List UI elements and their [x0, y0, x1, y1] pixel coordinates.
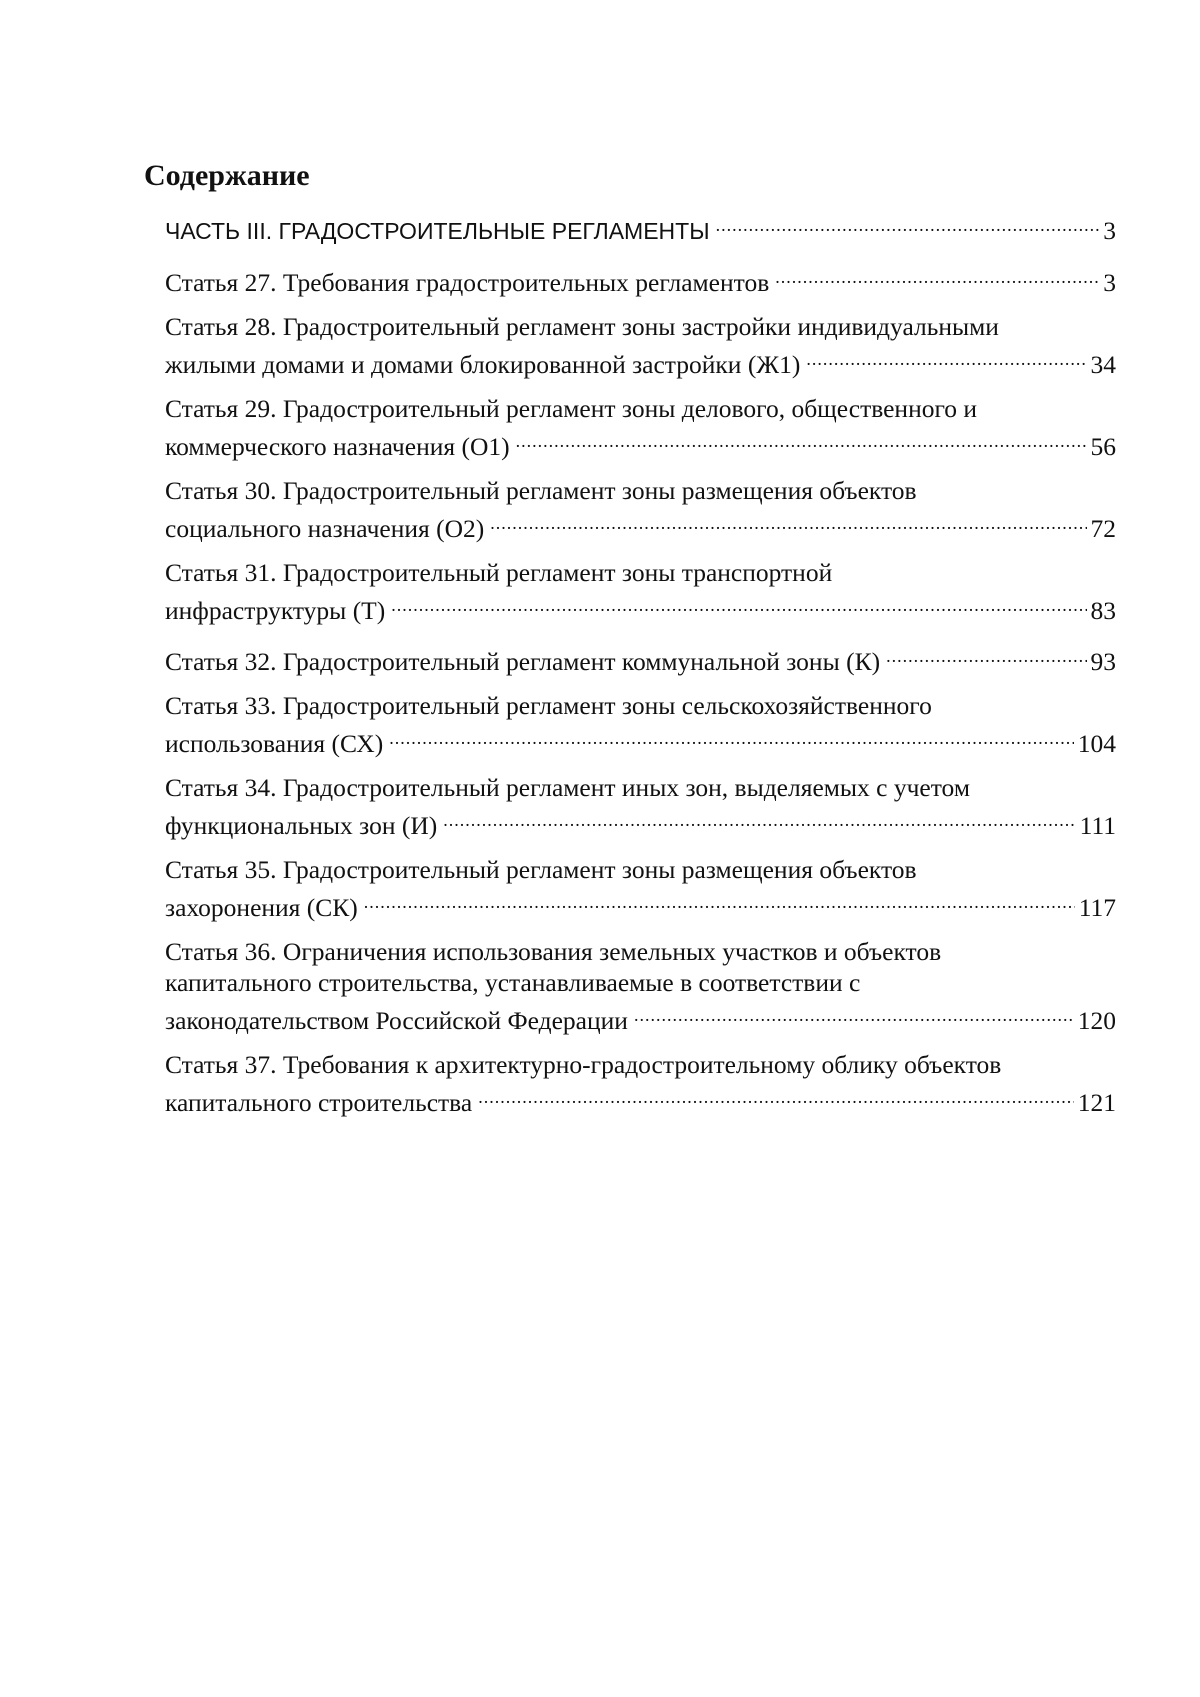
toc-page-number: 104	[1077, 729, 1116, 758]
toc-entry-line: Статья 33. Градостроительный регламент зоны сельскохозяйственного	[165, 691, 932, 720]
toc-entry[interactable]	[165, 936, 1116, 1036]
toc-page-number: 56	[1090, 432, 1116, 461]
toc-entry-line: Статья 30. Градостроительный регламент зоны размещения объектов	[165, 476, 917, 505]
toc-entry[interactable]	[165, 475, 1116, 544]
toc-entry-line: Статья 37. Требования к архитектурно-градостроительному облику объектов	[165, 1050, 1002, 1079]
toc-entry-title: капитального строительства	[165, 1088, 473, 1117]
toc-page-number: 111	[1079, 811, 1116, 840]
dot-leader	[364, 885, 1075, 916]
toc-page-number: 83	[1090, 596, 1116, 625]
table-of-contents	[165, 208, 1116, 1131]
toc-entry-line: Статья 36. Ограничения использования земельных участков и объектов	[165, 937, 942, 966]
dot-leader	[634, 998, 1074, 1029]
toc-entry-title: инфраструктуры (Т)	[165, 596, 386, 625]
toc-entry-title: ЧАСТЬ III. ГРАДОСТРОИТЕЛЬНЫЕ РЕГЛАМЕНТЫ	[165, 218, 710, 244]
toc-page-number: 121	[1077, 1088, 1116, 1117]
toc-page-number: 117	[1078, 893, 1116, 922]
dot-leader	[391, 588, 1086, 619]
toc-entry-line: Статья 34. Градостроительный регламент иных зон, выделяемых с учетом	[165, 773, 970, 802]
toc-entry[interactable]	[165, 311, 1116, 380]
dot-leader	[478, 1080, 1074, 1111]
toc-entry-title: Статья 27. Требования градостроительных регламентов	[165, 268, 770, 297]
toc-entry[interactable]	[165, 393, 1116, 462]
dot-leader	[886, 639, 1086, 670]
toc-entry-line: Статья 28. Градостроительный регламент зоны застройки индивидуальными	[165, 312, 999, 341]
toc-entry[interactable]	[165, 557, 1116, 626]
toc-entry-title: коммерческого назначения (О1)	[165, 432, 510, 461]
toc-entry-title: использования (СХ)	[165, 729, 384, 758]
toc-entry-line: Статья 31. Градостроительный регламент зоны транспортной	[165, 558, 833, 587]
toc-entry[interactable]	[165, 639, 1116, 677]
toc-entry-title: функциональных зон (И)	[165, 811, 438, 840]
toc-entry[interactable]	[165, 854, 1116, 923]
toc-entry-line: капитального строительства, устанавливаемые в соответствии с	[165, 968, 861, 997]
toc-page-number: 93	[1090, 647, 1116, 676]
dot-leader	[516, 424, 1087, 455]
dot-leader	[775, 260, 1099, 291]
toc-page-number: 3	[1103, 268, 1116, 297]
toc-entry[interactable]	[165, 260, 1116, 298]
toc-page-number: 120	[1077, 1006, 1116, 1035]
toc-entry-title: законодательством Российской Федерации	[165, 1006, 628, 1035]
dot-leader	[716, 208, 1100, 239]
toc-title: Содержание	[144, 159, 310, 192]
toc-page-number: 34	[1090, 350, 1116, 379]
dot-leader	[443, 803, 1075, 834]
toc-entry[interactable]	[165, 1049, 1116, 1118]
toc-entry[interactable]	[165, 690, 1116, 759]
toc-entry[interactable]	[165, 208, 1116, 247]
toc-entry[interactable]	[165, 772, 1116, 841]
toc-entry-title: Статья 32. Градостроительный регламент коммунальной зоны (К)	[165, 647, 881, 676]
toc-entry-line: Статья 29. Градостроительный регламент зоны делового, общественного и	[165, 394, 978, 423]
toc-entry-line: Статья 35. Градостроительный регламент зоны размещения объектов	[165, 855, 917, 884]
toc-entry-title: жилыми домами и домами блокированной застройки (Ж1)	[165, 350, 801, 379]
dot-leader	[806, 342, 1086, 373]
toc-entry-title: захоронения (СК)	[165, 893, 358, 922]
toc-page-number: 3	[1103, 216, 1116, 245]
dot-leader	[389, 721, 1074, 752]
toc-page-number: 72	[1090, 514, 1116, 543]
toc-entry-title: социального назначения (О2)	[165, 514, 485, 543]
dot-leader	[490, 506, 1086, 537]
